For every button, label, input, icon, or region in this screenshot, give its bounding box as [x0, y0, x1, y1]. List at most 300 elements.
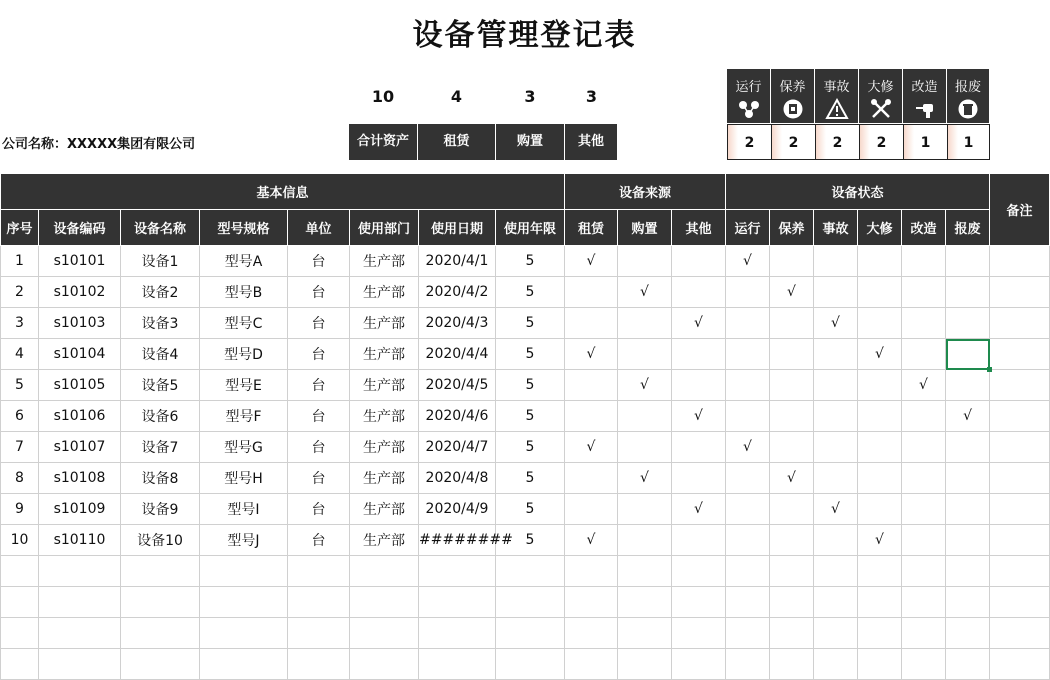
cell-status-retrofit[interactable]: [902, 432, 946, 463]
cell-date[interactable]: 2020/4/2: [419, 277, 496, 308]
cell-status-running[interactable]: [726, 339, 770, 370]
empty-cell[interactable]: [39, 618, 121, 649]
empty-cell[interactable]: [814, 618, 858, 649]
empty-cell[interactable]: [726, 556, 770, 587]
cell-years[interactable]: 5: [496, 308, 565, 339]
cell-unit[interactable]: 台: [288, 246, 350, 277]
cell-status-scrap[interactable]: [946, 370, 990, 401]
cell-note[interactable]: [990, 525, 1050, 556]
cell-no[interactable]: 10: [1, 525, 39, 556]
cell-status-scrap[interactable]: √: [946, 401, 990, 432]
status-overhaul-header[interactable]: [859, 69, 903, 123]
cell-name[interactable]: 设备1: [121, 246, 200, 277]
hand-drill-icon: [914, 99, 936, 119]
cell-code[interactable]: s10105: [39, 370, 121, 401]
cell-status-maintenance[interactable]: [770, 494, 814, 525]
cell-date[interactable]: 2020/4/8: [419, 463, 496, 494]
cell-years[interactable]: 5: [496, 494, 565, 525]
status-accident-header[interactable]: [815, 69, 859, 123]
cell-no[interactable]: 3: [1, 308, 39, 339]
column-header-maintenance[interactable]: 保养: [770, 210, 814, 246]
cell-status-retrofit[interactable]: [902, 246, 946, 277]
empty-cell[interactable]: [39, 649, 121, 680]
status-scrap-count[interactable]: 1: [947, 124, 990, 160]
empty-cell[interactable]: [121, 649, 200, 680]
cell-source-other[interactable]: [672, 463, 726, 494]
status-maintenance-header[interactable]: [771, 69, 815, 123]
cell-name[interactable]: 设备4: [121, 339, 200, 370]
lease-count-value[interactable]: 4: [450, 87, 463, 106]
cell-code[interactable]: s10103: [39, 308, 121, 339]
cell-name[interactable]: 设备10: [121, 525, 200, 556]
cell-status-running[interactable]: [726, 370, 770, 401]
cell-model[interactable]: 型号F: [200, 401, 288, 432]
cell-years[interactable]: 5: [496, 401, 565, 432]
cell-status-overhaul[interactable]: [858, 246, 902, 277]
cell-status-overhaul[interactable]: √: [858, 339, 902, 370]
cell-status-scrap[interactable]: [946, 246, 990, 277]
cell-dept[interactable]: 生产部: [350, 525, 419, 556]
cell-status-overhaul[interactable]: [858, 494, 902, 525]
empty-cell[interactable]: [618, 649, 672, 680]
cell-source-lease[interactable]: √: [565, 246, 618, 277]
empty-cell[interactable]: [946, 618, 990, 649]
empty-cell[interactable]: [858, 556, 902, 587]
column-header-model[interactable]: 型号规格: [200, 210, 288, 246]
cell-no[interactable]: 2: [1, 277, 39, 308]
cell-date[interactable]: 2020/4/1: [419, 246, 496, 277]
cell-status-scrap[interactable]: [946, 432, 990, 463]
empty-cell[interactable]: [946, 587, 990, 618]
cell-date[interactable]: 2020/4/6: [419, 401, 496, 432]
cell-status-accident[interactable]: [814, 370, 858, 401]
cell-source-lease[interactable]: √: [565, 525, 618, 556]
cell-note[interactable]: [990, 277, 1050, 308]
cell-unit[interactable]: 台: [288, 494, 350, 525]
empty-cell[interactable]: [419, 587, 496, 618]
cell-status-accident[interactable]: [814, 525, 858, 556]
cell-note[interactable]: [990, 339, 1050, 370]
cell-source-purchase[interactable]: [618, 494, 672, 525]
cell-model[interactable]: 型号B: [200, 277, 288, 308]
cell-status-running[interactable]: [726, 463, 770, 494]
cell-model[interactable]: 型号I: [200, 494, 288, 525]
cell-status-overhaul[interactable]: [858, 370, 902, 401]
empty-cell[interactable]: [1, 587, 39, 618]
cell-status-maintenance[interactable]: [770, 339, 814, 370]
cell-source-lease[interactable]: [565, 494, 618, 525]
cell-years[interactable]: 5: [496, 525, 565, 556]
cell-status-maintenance[interactable]: [770, 525, 814, 556]
cell-source-other[interactable]: [672, 370, 726, 401]
cell-status-scrap[interactable]: [946, 463, 990, 494]
empty-cell[interactable]: [39, 556, 121, 587]
column-header-code[interactable]: 设备编码: [39, 210, 121, 246]
empty-cell[interactable]: [672, 587, 726, 618]
cell-status-running[interactable]: [726, 277, 770, 308]
cell-status-maintenance[interactable]: √: [770, 463, 814, 494]
cell-status-running[interactable]: √: [726, 432, 770, 463]
cell-no[interactable]: 5: [1, 370, 39, 401]
group-equipment-source[interactable]: 设备来源: [565, 174, 726, 210]
empty-cell[interactable]: [858, 618, 902, 649]
cell-name[interactable]: 设备3: [121, 308, 200, 339]
empty-cell[interactable]: [672, 649, 726, 680]
cell-source-purchase[interactable]: [618, 401, 672, 432]
cell-name[interactable]: 设备2: [121, 277, 200, 308]
empty-cell[interactable]: [288, 618, 350, 649]
cell-note[interactable]: [990, 370, 1050, 401]
cell-status-scrap[interactable]: [946, 339, 990, 370]
cell-source-purchase[interactable]: √: [618, 370, 672, 401]
column-header-no[interactable]: 序号: [1, 210, 39, 246]
cell-status-running[interactable]: [726, 308, 770, 339]
purchase-label[interactable]: 购置: [496, 124, 565, 160]
empty-cell[interactable]: [565, 649, 618, 680]
cell-source-purchase[interactable]: [618, 525, 672, 556]
cell-date[interactable]: 2020/4/7: [419, 432, 496, 463]
cell-status-overhaul[interactable]: [858, 463, 902, 494]
empty-cell[interactable]: [946, 556, 990, 587]
empty-row: [1, 587, 1050, 618]
empty-cell[interactable]: [121, 587, 200, 618]
group-basic-info[interactable]: 基本信息: [1, 174, 565, 210]
cell-unit[interactable]: 台: [288, 339, 350, 370]
cell-source-lease[interactable]: √: [565, 432, 618, 463]
status-overhaul-count[interactable]: 2: [859, 124, 903, 160]
cell-status-retrofit[interactable]: [902, 463, 946, 494]
cell-dept[interactable]: 生产部: [350, 370, 419, 401]
cell-status-running[interactable]: [726, 525, 770, 556]
column-header-name[interactable]: 设备名称: [121, 210, 200, 246]
empty-cell[interactable]: [770, 649, 814, 680]
cell-model[interactable]: 型号G: [200, 432, 288, 463]
empty-cell[interactable]: [858, 649, 902, 680]
cell-status-scrap[interactable]: [946, 277, 990, 308]
empty-cell[interactable]: [496, 587, 565, 618]
cell-source-purchase[interactable]: [618, 246, 672, 277]
cell-source-other[interactable]: √: [672, 308, 726, 339]
cell-code[interactable]: s10107: [39, 432, 121, 463]
cell-status-maintenance[interactable]: [770, 401, 814, 432]
status-retrofit-count[interactable]: 1: [903, 124, 947, 160]
cell-code[interactable]: s10101: [39, 246, 121, 277]
empty-cell[interactable]: [496, 649, 565, 680]
cell-no[interactable]: 9: [1, 494, 39, 525]
cell-status-maintenance[interactable]: [770, 370, 814, 401]
empty-cell[interactable]: [618, 618, 672, 649]
cell-status-retrofit[interactable]: [902, 277, 946, 308]
column-header-years[interactable]: 使用年限: [496, 210, 565, 246]
empty-cell[interactable]: [902, 618, 946, 649]
company-name[interactable]: 公司名称：XXXXX集团有限公司: [2, 137, 196, 152]
empty-cell[interactable]: [814, 649, 858, 680]
table-row: [1, 370, 1050, 401]
cell-status-accident[interactable]: [814, 432, 858, 463]
cell-status-overhaul[interactable]: [858, 432, 902, 463]
cell-name[interactable]: 设备5: [121, 370, 200, 401]
cell-years[interactable]: 5: [496, 246, 565, 277]
cell-unit[interactable]: 台: [288, 277, 350, 308]
cell-status-accident[interactable]: [814, 339, 858, 370]
cell-status-retrofit[interactable]: √: [902, 370, 946, 401]
empty-cell[interactable]: [902, 556, 946, 587]
empty-cell[interactable]: [1, 649, 39, 680]
cell-dept[interactable]: 生产部: [350, 401, 419, 432]
column-header-overhaul[interactable]: 大修: [858, 210, 902, 246]
cell-model[interactable]: 型号J: [200, 525, 288, 556]
cell-note[interactable]: [990, 494, 1050, 525]
empty-cell[interactable]: [618, 587, 672, 618]
cell-years[interactable]: 5: [496, 463, 565, 494]
cell-status-retrofit[interactable]: [902, 339, 946, 370]
column-header-running[interactable]: 运行: [726, 210, 770, 246]
cell-status-accident[interactable]: [814, 246, 858, 277]
empty-cell[interactable]: [726, 649, 770, 680]
status-maintenance-count[interactable]: 2: [771, 124, 815, 160]
cell-note[interactable]: [990, 401, 1050, 432]
cell-date[interactable]: 2020/4/3: [419, 308, 496, 339]
cell-source-lease[interactable]: [565, 277, 618, 308]
cell-status-overhaul[interactable]: [858, 401, 902, 432]
status-retrofit-header[interactable]: [903, 69, 947, 123]
cell-status-retrofit[interactable]: [902, 494, 946, 525]
other-count-value[interactable]: 3: [585, 87, 598, 106]
cell-name[interactable]: 设备7: [121, 432, 200, 463]
status-accident-count[interactable]: 2: [815, 124, 859, 160]
empty-cell[interactable]: [39, 587, 121, 618]
cell-status-retrofit[interactable]: [902, 525, 946, 556]
group-equipment-status[interactable]: 设备状态: [726, 174, 990, 210]
empty-cell[interactable]: [288, 649, 350, 680]
cell-code[interactable]: s10106: [39, 401, 121, 432]
cell-status-overhaul[interactable]: [858, 277, 902, 308]
empty-cell[interactable]: [121, 618, 200, 649]
empty-cell[interactable]: [419, 556, 496, 587]
cell-unit[interactable]: 台: [288, 308, 350, 339]
cell-unit[interactable]: 台: [288, 525, 350, 556]
empty-cell[interactable]: [419, 618, 496, 649]
cell-no[interactable]: 7: [1, 432, 39, 463]
cell-no[interactable]: 1: [1, 246, 39, 277]
cell-status-scrap[interactable]: [946, 308, 990, 339]
cell-note[interactable]: [990, 246, 1050, 277]
cell-note[interactable]: [990, 463, 1050, 494]
cell-source-other[interactable]: [672, 432, 726, 463]
cell-code[interactable]: s10104: [39, 339, 121, 370]
status-running-count[interactable]: 2: [727, 124, 771, 160]
cell-dept[interactable]: 生产部: [350, 246, 419, 277]
table-row: [1, 401, 1050, 432]
cell-model[interactable]: 型号A: [200, 246, 288, 277]
cell-years[interactable]: 5: [496, 277, 565, 308]
cell-dept[interactable]: 生产部: [350, 339, 419, 370]
cell-source-purchase[interactable]: [618, 308, 672, 339]
empty-cell[interactable]: [565, 618, 618, 649]
cell-date[interactable]: 2020/4/5: [419, 370, 496, 401]
cell-dept[interactable]: 生产部: [350, 494, 419, 525]
column-header-note[interactable]: 备注: [990, 174, 1050, 246]
cell-status-running[interactable]: √: [726, 246, 770, 277]
empty-cell[interactable]: [200, 556, 288, 587]
empty-cell[interactable]: [121, 556, 200, 587]
cell-status-accident[interactable]: [814, 401, 858, 432]
cell-source-other[interactable]: [672, 277, 726, 308]
total-assets-value[interactable]: 10: [371, 87, 395, 106]
empty-cell[interactable]: [200, 649, 288, 680]
cell-date[interactable]: 2020/4/4: [419, 339, 496, 370]
cell-model[interactable]: 型号D: [200, 339, 288, 370]
empty-cell[interactable]: [200, 618, 288, 649]
cell-source-purchase[interactable]: √: [618, 463, 672, 494]
cell-code[interactable]: s10102: [39, 277, 121, 308]
empty-cell[interactable]: [419, 649, 496, 680]
lease-label[interactable]: 租赁: [418, 124, 496, 160]
cell-status-accident[interactable]: √: [814, 308, 858, 339]
cell-status-maintenance[interactable]: [770, 246, 814, 277]
column-header-scrap[interactable]: 报废: [946, 210, 990, 246]
column-header-other[interactable]: 其他: [672, 210, 726, 246]
empty-cell[interactable]: [990, 618, 1050, 649]
column-header-dept[interactable]: 使用部门: [350, 210, 419, 246]
cell-code[interactable]: s10110: [39, 525, 121, 556]
cell-status-accident[interactable]: [814, 277, 858, 308]
cell-model[interactable]: 型号H: [200, 463, 288, 494]
empty-cell[interactable]: [565, 587, 618, 618]
column-header-accident[interactable]: 事故: [814, 210, 858, 246]
empty-cell[interactable]: [1, 556, 39, 587]
cell-no[interactable]: 6: [1, 401, 39, 432]
cell-note[interactable]: [990, 432, 1050, 463]
cell-source-other[interactable]: [672, 339, 726, 370]
empty-cell[interactable]: [350, 649, 419, 680]
cell-years[interactable]: 5: [496, 370, 565, 401]
cell-status-maintenance[interactable]: [770, 432, 814, 463]
empty-cell[interactable]: [350, 618, 419, 649]
cell-code[interactable]: s10109: [39, 494, 121, 525]
cell-status-retrofit[interactable]: [902, 308, 946, 339]
cell-status-accident[interactable]: √: [814, 494, 858, 525]
status-scrap-header[interactable]: [947, 69, 990, 123]
cell-unit[interactable]: 台: [288, 370, 350, 401]
column-header-date[interactable]: 使用日期: [419, 210, 496, 246]
cell-no[interactable]: 8: [1, 463, 39, 494]
cell-name[interactable]: 设备9: [121, 494, 200, 525]
cell-no[interactable]: 4: [1, 339, 39, 370]
cell-name[interactable]: 设备8: [121, 463, 200, 494]
cell-source-other[interactable]: [672, 246, 726, 277]
cell-status-accident[interactable]: [814, 463, 858, 494]
empty-cell[interactable]: [350, 587, 419, 618]
empty-cell[interactable]: [990, 649, 1050, 680]
cell-source-lease[interactable]: [565, 463, 618, 494]
cell-unit[interactable]: 台: [288, 432, 350, 463]
empty-cell[interactable]: [672, 618, 726, 649]
empty-cell[interactable]: [902, 587, 946, 618]
cell-unit[interactable]: 台: [288, 401, 350, 432]
tools-icon: [870, 99, 892, 119]
cell-status-retrofit[interactable]: [902, 401, 946, 432]
cell-years[interactable]: 5: [496, 432, 565, 463]
column-header-purchase[interactable]: 购置: [618, 210, 672, 246]
empty-cell[interactable]: [1, 618, 39, 649]
cell-source-other[interactable]: √: [672, 401, 726, 432]
cell-model[interactable]: 型号E: [200, 370, 288, 401]
cell-unit[interactable]: 台: [288, 463, 350, 494]
cell-years[interactable]: 5: [496, 339, 565, 370]
cell-dept[interactable]: 生产部: [350, 463, 419, 494]
empty-cell[interactable]: [770, 618, 814, 649]
empty-cell[interactable]: [814, 556, 858, 587]
empty-cell[interactable]: [288, 556, 350, 587]
cell-status-maintenance[interactable]: [770, 308, 814, 339]
status-running-header[interactable]: [727, 69, 771, 123]
cell-model[interactable]: 型号C: [200, 308, 288, 339]
network-icon: [738, 99, 760, 119]
empty-cell[interactable]: [672, 556, 726, 587]
empty-cell[interactable]: [618, 556, 672, 587]
cell-date[interactable]: ########: [419, 525, 496, 556]
empty-cell[interactable]: [770, 587, 814, 618]
cell-status-overhaul[interactable]: [858, 308, 902, 339]
empty-cell[interactable]: [726, 587, 770, 618]
cell-source-purchase[interactable]: [618, 339, 672, 370]
cell-status-running[interactable]: [726, 494, 770, 525]
empty-cell[interactable]: [814, 587, 858, 618]
empty-cell[interactable]: [496, 556, 565, 587]
cell-status-maintenance[interactable]: √: [770, 277, 814, 308]
empty-cell[interactable]: [288, 587, 350, 618]
cell-note[interactable]: [990, 308, 1050, 339]
cell-status-overhaul[interactable]: √: [858, 525, 902, 556]
cell-dept[interactable]: 生产部: [350, 277, 419, 308]
other-label[interactable]: 其他: [565, 124, 618, 160]
cell-source-lease[interactable]: [565, 401, 618, 432]
cell-dept[interactable]: 生产部: [350, 432, 419, 463]
column-header-retrofit[interactable]: 改造: [902, 210, 946, 246]
empty-cell[interactable]: [350, 556, 419, 587]
empty-cell[interactable]: [946, 649, 990, 680]
empty-cell[interactable]: [200, 587, 288, 618]
cell-date[interactable]: 2020/4/9: [419, 494, 496, 525]
cell-source-purchase[interactable]: √: [618, 277, 672, 308]
empty-cell[interactable]: [770, 556, 814, 587]
cell-source-purchase[interactable]: [618, 432, 672, 463]
column-header-lease[interactable]: 租赁: [565, 210, 618, 246]
cell-status-running[interactable]: [726, 401, 770, 432]
purchase-count-value[interactable]: 3: [524, 87, 536, 106]
cell-source-lease[interactable]: √: [565, 339, 618, 370]
cell-source-other[interactable]: [672, 525, 726, 556]
empty-cell[interactable]: [990, 587, 1050, 618]
total-assets-label[interactable]: 合计资产: [349, 124, 418, 160]
cell-status-scrap[interactable]: [946, 494, 990, 525]
cell-status-scrap[interactable]: [946, 525, 990, 556]
cell-code[interactable]: s10108: [39, 463, 121, 494]
empty-cell[interactable]: [902, 649, 946, 680]
empty-cell[interactable]: [858, 587, 902, 618]
empty-cell[interactable]: [496, 618, 565, 649]
cell-dept[interactable]: 生产部: [350, 308, 419, 339]
cell-source-other[interactable]: √: [672, 494, 726, 525]
empty-cell[interactable]: [990, 556, 1050, 587]
empty-cell[interactable]: [565, 556, 618, 587]
cell-source-lease[interactable]: [565, 308, 618, 339]
empty-cell[interactable]: [726, 618, 770, 649]
column-header-unit[interactable]: 单位: [288, 210, 350, 246]
cell-source-lease[interactable]: [565, 370, 618, 401]
cell-name[interactable]: 设备6: [121, 401, 200, 432]
